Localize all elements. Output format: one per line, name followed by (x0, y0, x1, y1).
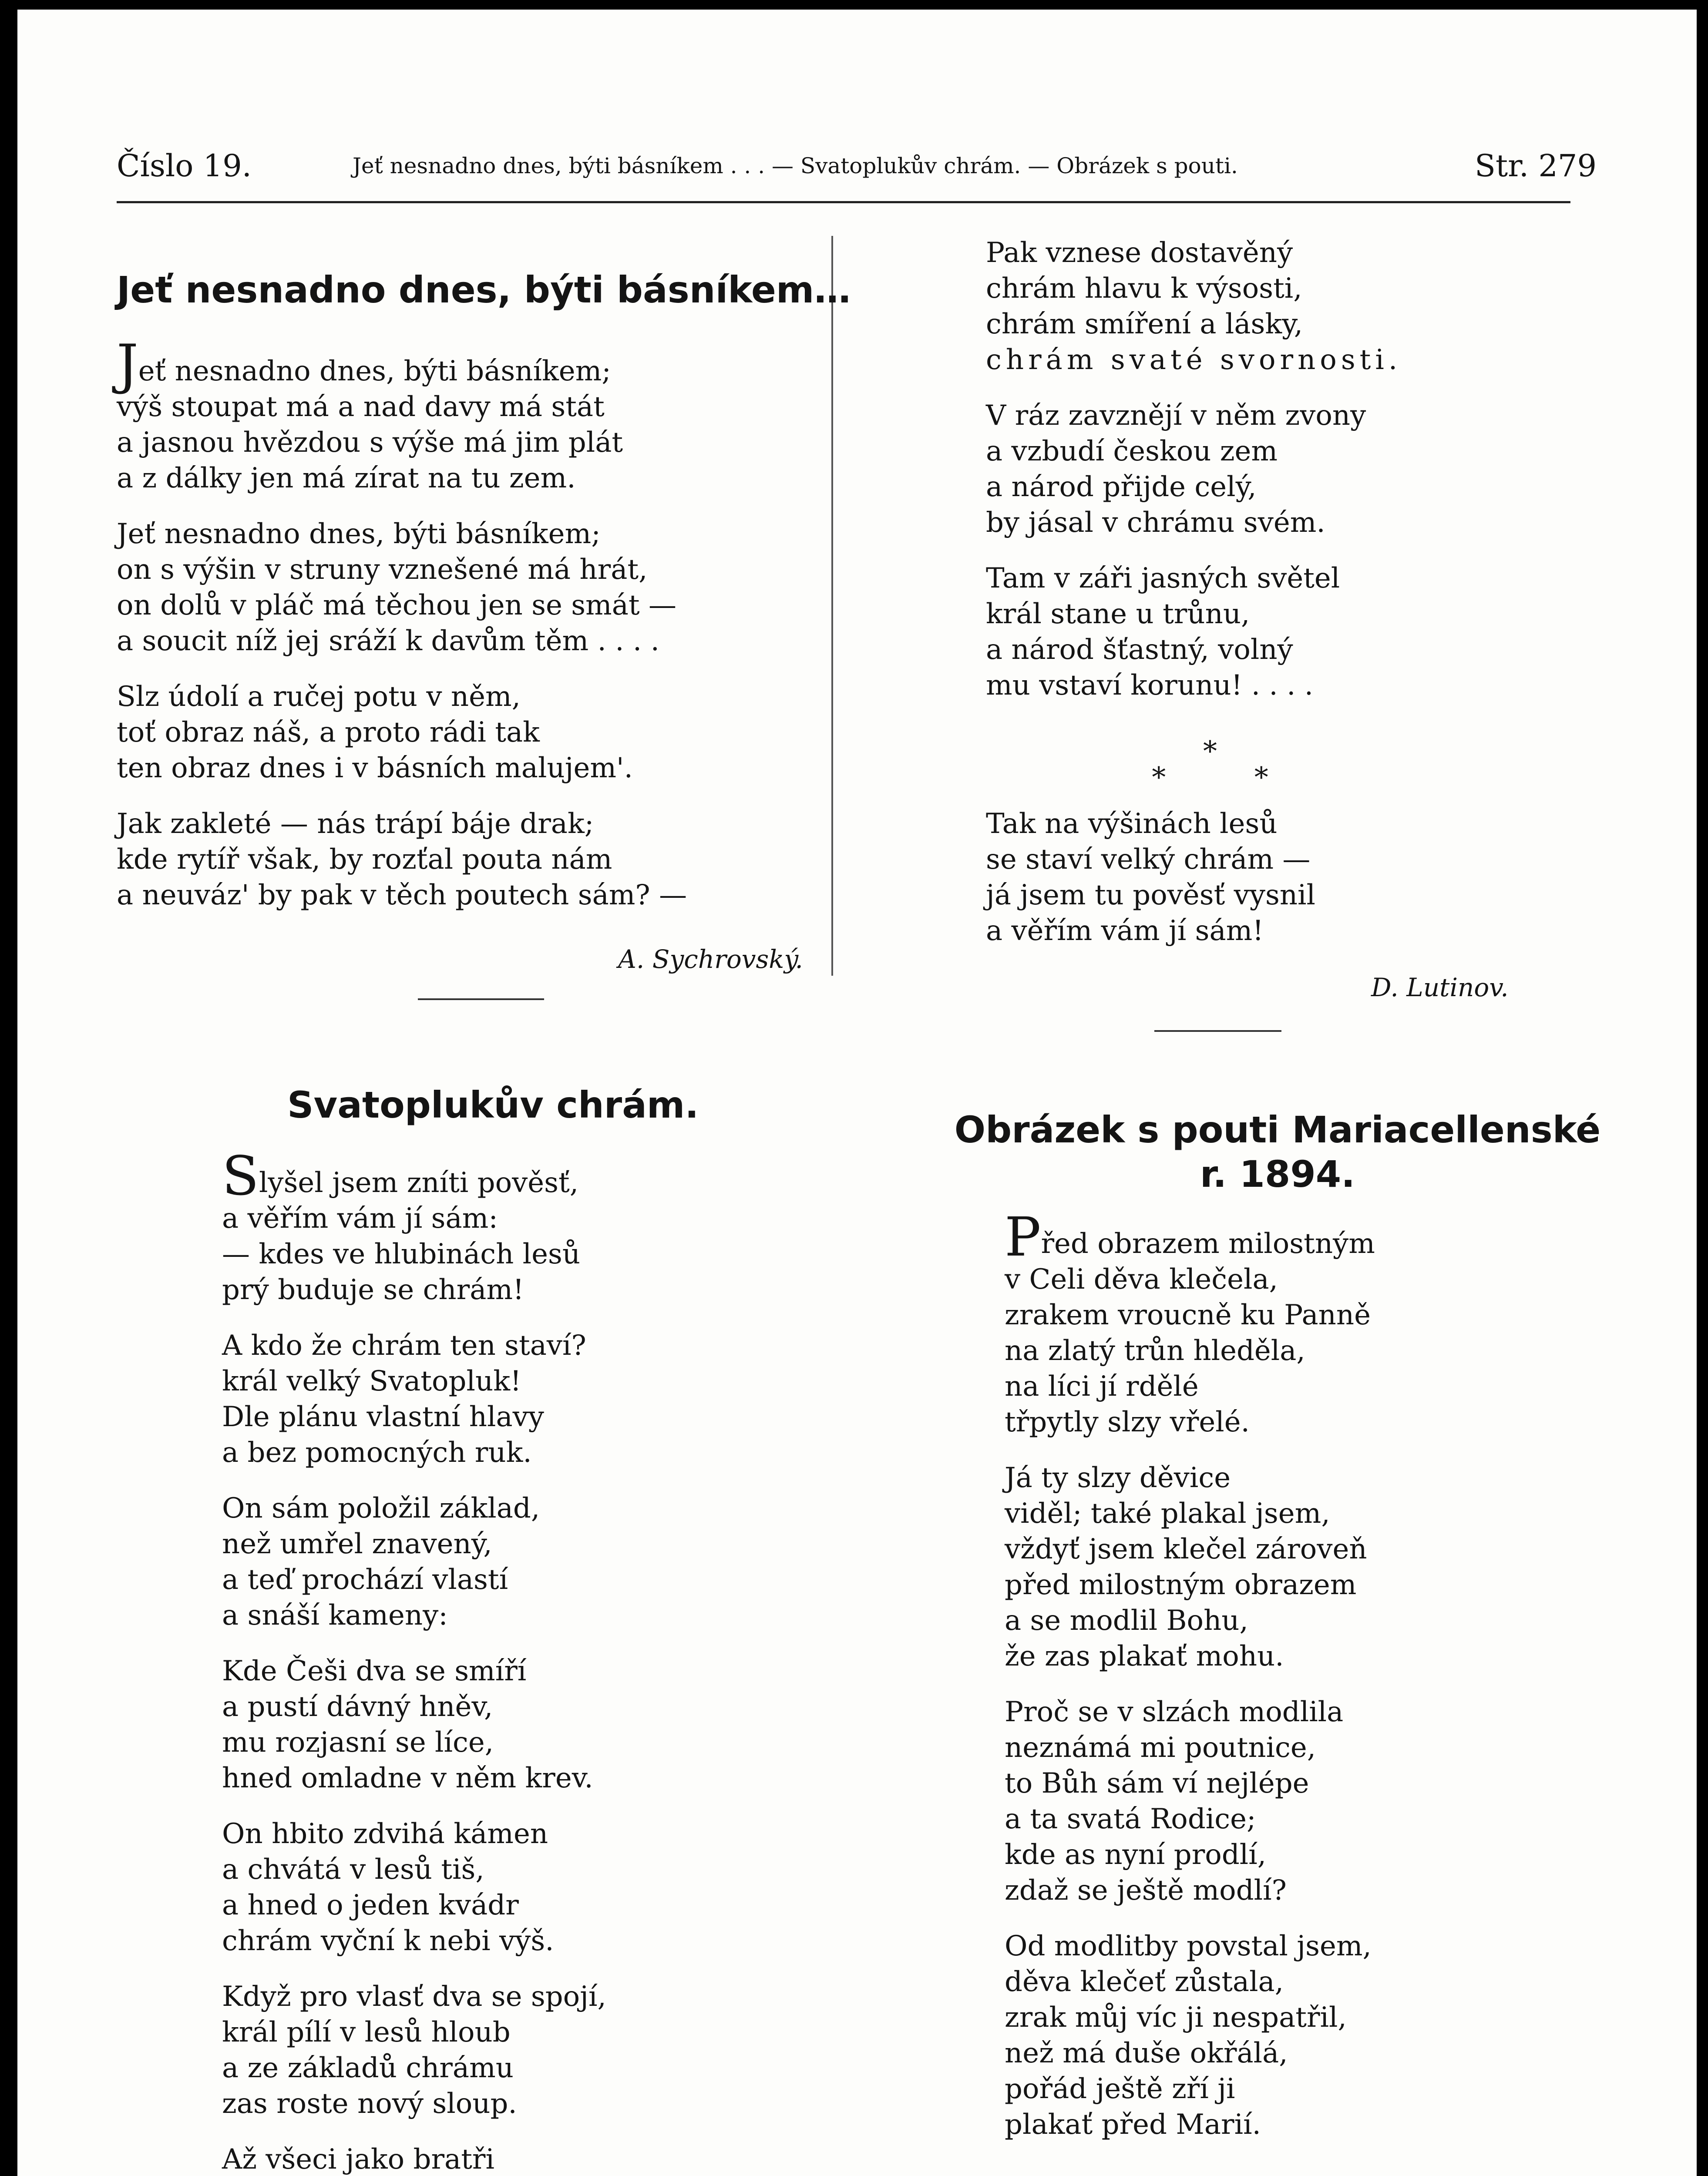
poem-3-stanza-2 (1005, 1460, 1658, 1674)
poem-1-body (117, 333, 813, 933)
poem-3-title-line-2: r. 1894. (1200, 1153, 1355, 1195)
section-rule (418, 998, 544, 1000)
poem-1-title: Jeť nesnadno dnes, býti básníkem… (117, 269, 851, 311)
header-rule (117, 201, 1570, 203)
poem-line: a soucit níž jej sráží k davům těm . . . . (117, 625, 659, 657)
poem-3-title (884, 1108, 1671, 1195)
asterism (1106, 735, 1315, 794)
poem-line: děva klečeť zůstala, (1005, 1966, 1284, 1998)
poem-line: pořád ještě zří ji (1005, 2073, 1235, 2105)
page-number: Str. 279 (1475, 148, 1597, 184)
poem-line: plakať před Marií. (1005, 2109, 1261, 2141)
poem-line: toť obraz náš, a proto rádi tak (117, 716, 540, 749)
poem-2-stanza-6 (222, 1979, 831, 2122)
section-rule (1154, 1030, 1281, 1032)
poem-line: a ta svatá Rodice; (1005, 1803, 1256, 1835)
poem-line: se staví velký chrám — (986, 843, 1311, 876)
poem-line: a se modlil Bohu, (1005, 1605, 1248, 1637)
poem-2-continuation (986, 235, 1639, 723)
poem-line: Slz údolí a ručej potu v něm, (117, 681, 521, 713)
running-title: Jeť nesnadno dnes, býti básníkem . . . — Svatoplukův chrám. — Obrázek s pouti. (353, 153, 1238, 178)
poem-2-stanza-10 (986, 561, 1639, 703)
poem-line: A kdo že chrám ten staví? (222, 1330, 586, 1362)
column-divider (831, 236, 833, 976)
poem-line: já jsem tu pověsť vysnil (986, 879, 1315, 911)
poem-1-stanza-1 (117, 333, 813, 496)
poem-line: výš stoupat má a nad davy má stát (117, 391, 605, 423)
drop-cap: S (222, 1145, 259, 1208)
poem-line: Od modlitby povstal jsem, (1005, 1930, 1372, 1962)
poem-1-stanza-2 (117, 516, 813, 659)
poem-line: on s výšin v struny vznešené má hrát, (117, 554, 648, 586)
poem-line: a hned o jeden kvádr (222, 1889, 519, 1921)
poem-line: zas roste nový sloup. (222, 2088, 517, 2120)
poem-line: chrám svaté svornosti. (986, 344, 1402, 376)
poem-line: a národ přijde celý, (986, 471, 1257, 503)
poem-line: neznámá mi poutnice, (1005, 1732, 1316, 1764)
poem-line: zdaž se ještě modlí? (1005, 1874, 1287, 1907)
poem-1-author: A. Sychrovský. (618, 944, 803, 974)
poem-line: a jasnou hvězdou s výše má jim plát (117, 426, 623, 459)
poem-line: to Bůh sám ví nejlépe (1005, 1767, 1309, 1800)
poem-line: V ráz zavznějí v něm zvony (986, 400, 1366, 432)
poem-line: než umřel znavený, (222, 1528, 492, 1560)
poem-2-final (986, 806, 1639, 969)
poem-3-title-line-1: Obrázek s pouti Mariacellenské (954, 1108, 1601, 1151)
poem-line: a snáší kameny: (222, 1599, 448, 1632)
poem-line: zrakem vroucně ku Panně (1005, 1299, 1371, 1331)
poem-line: a ze základů chrámu (222, 2052, 514, 2084)
poem-2-author: D. Lutinov. (1371, 973, 1509, 1002)
poem-line: a věřím vám jí sám! (986, 915, 1264, 947)
asterism-bottom: * * (1152, 762, 1268, 794)
poem-line: a pustí dávný hněv, (222, 1691, 493, 1723)
poem-2-stanza-1 (222, 1145, 831, 1308)
poem-line: Jeť nesnadno dnes, býti básníkem; (117, 333, 611, 396)
poem-line: Když pro vlasť dva se spojí, (222, 1981, 606, 2013)
poem-line: chrám smíření a lásky, (986, 308, 1303, 340)
poem-3-stanza-1 (1005, 1206, 1658, 1440)
poem-3-body (1005, 1206, 1658, 2163)
poem-2-stanza-4 (222, 1653, 831, 1796)
poem-line: a z dálky jen má zírat na tu zem. (117, 462, 576, 494)
poem-line: Jak zakleté — nás trápí báje drak; (117, 808, 594, 840)
poem-line: na líci jí rdělé (1005, 1370, 1199, 1403)
poem-line: by jásal v chrámu svém. (986, 507, 1325, 539)
poem-2-stanza-8 (986, 235, 1639, 378)
poem-line: a teď prochází vlastí (222, 1564, 508, 1596)
poem-line: On sám položil základ, (222, 1492, 540, 1525)
poem-line: král pílí v lesů hloub (222, 2016, 511, 2048)
poem-line: Kde Češi dva se smíří (222, 1655, 527, 1687)
poem-line: mu vstaví korunu! . . . . (986, 669, 1314, 702)
poem-line: třpytly slzy vřelé. (1005, 1406, 1250, 1438)
poem-3-stanza-3 (1005, 1694, 1658, 1908)
poem-2-stanza-2 (222, 1328, 831, 1471)
issue-number: Číslo 19. (117, 148, 252, 184)
poem-line: Tak na výšinách lesů (986, 808, 1278, 840)
poem-line: kde rytíř však, by rozťal pouta nám (117, 843, 612, 876)
poem-line: Já ty slzy děvice (1005, 1462, 1231, 1494)
poem-1-stanza-3 (117, 679, 813, 786)
poem-line: zrak můj víc ji nespatřil, (1005, 2001, 1347, 2034)
poem-line: v Celi děva klečela, (1005, 1263, 1278, 1296)
poem-line: na zlatý trůn hleděla, (1005, 1335, 1305, 1367)
poem-line: před milostným obrazem (1005, 1569, 1357, 1601)
poem-line: Dle plánu vlastní hlavy (222, 1401, 544, 1433)
poem-line: a bez pomocných ruk. (222, 1437, 532, 1469)
poem-line: Tam v záři jasných světel (986, 562, 1340, 594)
poem-line: a neuváz' by pak v těch poutech sám? — (117, 879, 687, 911)
poem-line: hned omladne v něm krev. (222, 1762, 593, 1794)
poem-line: viděl; také plakal jsem, (1005, 1498, 1330, 1530)
poem-2-stanza-7 (222, 2142, 831, 2176)
poem-line: kde as nyní prodlí, (1005, 1839, 1267, 1871)
poem-2-stanza-3 (222, 1491, 831, 1633)
poem-2-title: Svatoplukův chrám. (287, 1084, 699, 1126)
drop-cap: J (117, 333, 138, 396)
poem-line: král stane u trůnu, (986, 598, 1250, 630)
poem-line: vždyť jsem klečel zároveň (1005, 1533, 1367, 1565)
poem-line: a národ šťastný, volný (986, 634, 1293, 666)
asterism-top: * (1203, 735, 1217, 768)
poem-1-stanza-4 (117, 806, 813, 913)
poem-line: Před obrazem milostným (1005, 1206, 1375, 1269)
poem-line: — kdes ve hlubinách lesů (222, 1238, 581, 1270)
poem-line: Proč se v slzách modlila (1005, 1696, 1344, 1728)
poem-line: král velký Svatopluk! (222, 1365, 521, 1397)
poem-line: Jeť nesnadno dnes, býti básníkem; (117, 518, 601, 550)
poem-line: než má duše okřálá, (1005, 2037, 1288, 2069)
poem-line: Slyšel jsem zníti pověsť, (222, 1145, 579, 1208)
poem-line: chrám vyční k nebi výš. (222, 1925, 554, 1957)
poem-line: a vzbudí českou zem (986, 435, 1278, 467)
poem-line: Pak vznese dostavěný (986, 237, 1293, 269)
poem-line: on dolů v pláč má těchou jen se smát — (117, 589, 676, 621)
poem-line: ten obraz dnes i v básních malujem'. (117, 752, 633, 784)
poem-line: Až všeci jako bratři (222, 2143, 494, 2176)
poem-line: prý buduje se chrám! (222, 1274, 524, 1306)
poem-2-stanza-5 (222, 1816, 831, 1959)
poem-2-body (222, 1145, 831, 2176)
poem-2-stanza-11 (986, 806, 1639, 949)
poem-line: a chvátá v lesů tiš, (222, 1854, 484, 1886)
poem-line: a věřím vám jí sám: (222, 1202, 498, 1235)
poem-line: že zas plakať mohu. (1005, 1640, 1284, 1672)
poem-3-stanza-4 (1005, 1928, 1658, 2142)
poem-line: mu rozjasní se líce, (222, 1726, 494, 1759)
drop-cap: P (1005, 1206, 1041, 1269)
poem-line: On hbito zdvihá kámen (222, 1818, 548, 1850)
document-page (17, 10, 1697, 2176)
poem-2-stanza-9 (986, 398, 1639, 541)
poem-line: chrám hlavu k výsosti, (986, 272, 1302, 305)
